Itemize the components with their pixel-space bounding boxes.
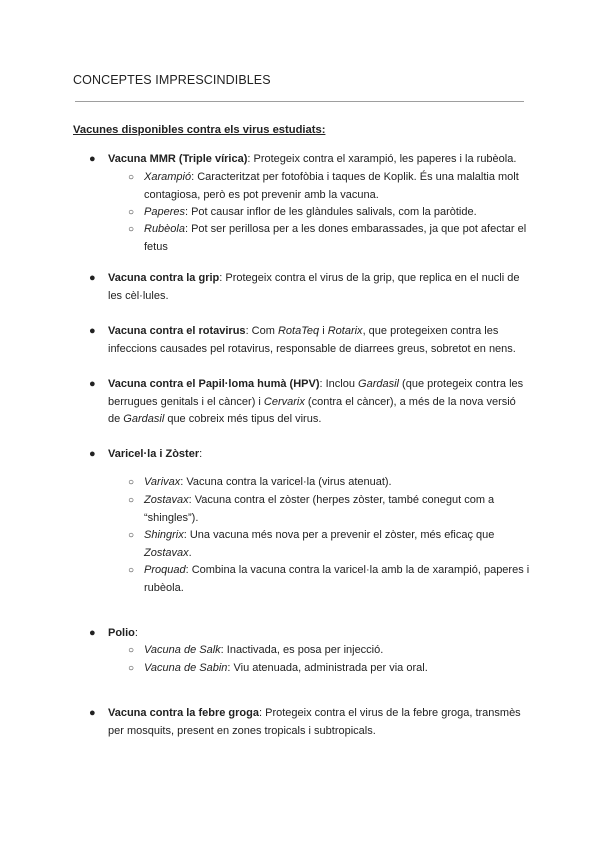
list-item-febre-groga [108,705,528,740]
sub-item-proquad [144,562,532,597]
item-heading: Vacuna MMR (Triple vírica) [108,153,248,165]
sub-item-text: : Vacuna contra la varicel·la (virus atenuat). [180,476,392,488]
sub-item-xarampio [144,169,532,204]
sub-item-text: : Viu atenuada, administrada per via oral. [227,662,428,674]
item-text: i [319,325,328,337]
item-heading: Vacuna contra la febre groga [108,707,259,719]
sub-item-name: Vacuna de Sabin [144,662,228,674]
page-title: CONCEPTES IMPRESCINDIBLES [73,73,271,87]
sub-item-text: : Pot causar inflor de les glàndules salivals, com la paròtide. [184,206,477,218]
sub-bullet-icon: ○ [128,172,135,183]
sub-item-name: Proquad [144,564,186,576]
item-heading: Polio [108,627,135,639]
sub-item-name: Shingrix [144,529,184,541]
sub-item-zostavax [144,492,532,527]
sub-bullet-icon: ○ [128,663,135,674]
bullet-icon: ● [89,153,96,165]
sub-bullet-icon: ○ [128,565,135,576]
list-item-hpv [108,376,528,429]
sub-item-text: : Combina la vacuna contra la varicel·la amb la de xarampió, paperes i rubèola. [144,564,530,594]
item-heading: Varicel·la i Zòster [108,448,200,460]
sub-item-name: Xarampió [144,171,192,183]
item-text: , que protegeixen contra les infeccions causades pel rotavirus, responsable de diarrees greus, sobretot en nens. [108,325,516,355]
item-text: (que protegeix contra les berrugues genitals i el càncer) i [108,378,524,408]
bullet-icon: ● [89,627,96,639]
list-item-mmr [108,151,528,169]
item-text: : [134,627,138,639]
item-heading: Vacuna contra el Papil·loma humà (HPV) [108,378,320,390]
sub-item-varivax [144,474,532,492]
sub-item-text: : Una vacuna més nova per a prevenir el zòster, més eficaç que [183,529,495,541]
sub-bullet-icon: ○ [128,530,135,541]
sub-bullet-icon: ○ [128,207,135,218]
vaccine-name: Cervarix [263,395,305,408]
list-item-grip [108,270,528,305]
list-item-rotavirus [108,323,528,358]
sub-bullet-icon: ○ [128,224,135,235]
item-text: : Protegeix contra el virus de la febre groga, transmès per mosquits, present en zones tropicals i subtropicals. [108,707,521,737]
sub-item-name: Vacuna de Salk [144,644,221,656]
sub-bullet-icon: ○ [128,645,135,656]
list-item-polio [108,625,528,643]
bullet-icon: ● [89,378,96,390]
item-text: que cobreix més tipus del virus. [164,413,322,426]
sub-item-sabin [144,660,532,678]
list-item-varicela [108,446,528,464]
vaccine-name: Gardasil [123,413,165,426]
vaccine-name: RotaTeq [277,325,320,337]
sub-bullet-icon: ○ [128,477,135,488]
sub-item-name: Zostavax [144,546,189,559]
sub-item-name: Paperes [144,206,185,218]
sub-item-paperes [144,204,532,222]
item-text: : Com [245,325,278,337]
sub-item-text: : Inactivada, es posa per injecció. [220,644,384,656]
item-text: : Inclou [319,378,359,390]
sub-bullet-icon: ○ [128,495,135,506]
bullet-icon: ● [89,272,96,284]
bullet-icon: ● [89,707,96,719]
item-text: : Protegeix contra el xarampió, les paperes i la rubèola. [247,153,517,165]
sub-item-name: Zostavax [144,494,189,506]
sub-item-text: : Vacuna contra el zòster (herpes zòster, també conegut com a “shingles”). [144,494,495,524]
vaccine-name: Gardasil [358,378,399,390]
sub-item-name: Rubèola [144,223,185,235]
bullet-icon: ● [89,448,96,460]
sub-item-salk [144,642,532,660]
section-subtitle: Vacunes disponibles contra els virus estudiats: [73,124,326,136]
sub-item-text: : Caracteritzat per fotofòbia i taques de Koplik. És una malaltia molt contagiosa, però es pot prevenir amb la vacuna. [144,171,519,201]
sub-item-text: : Pot ser perillosa per a les dones embarassades, ja que pot afectar el fetus [144,223,527,253]
item-text: : Protegeix contra el virus de la grip, que replica en el nucli de les cèl·lules. [108,272,520,302]
item-heading: Vacuna contra el rotavirus [108,325,246,337]
bullet-icon: ● [89,325,96,337]
sub-item-shingrix [144,527,532,562]
item-text: : [199,448,203,460]
horizontal-rule [75,101,524,102]
item-heading: Vacuna contra la grip [108,272,220,284]
vaccine-name: Rotarix [327,325,363,337]
sub-item-text: . [188,546,192,559]
item-text: (contra el càncer), a més de la nova versió de [108,395,516,426]
sub-item-rubeola [144,221,532,256]
sub-item-name: Varivax [144,476,181,488]
